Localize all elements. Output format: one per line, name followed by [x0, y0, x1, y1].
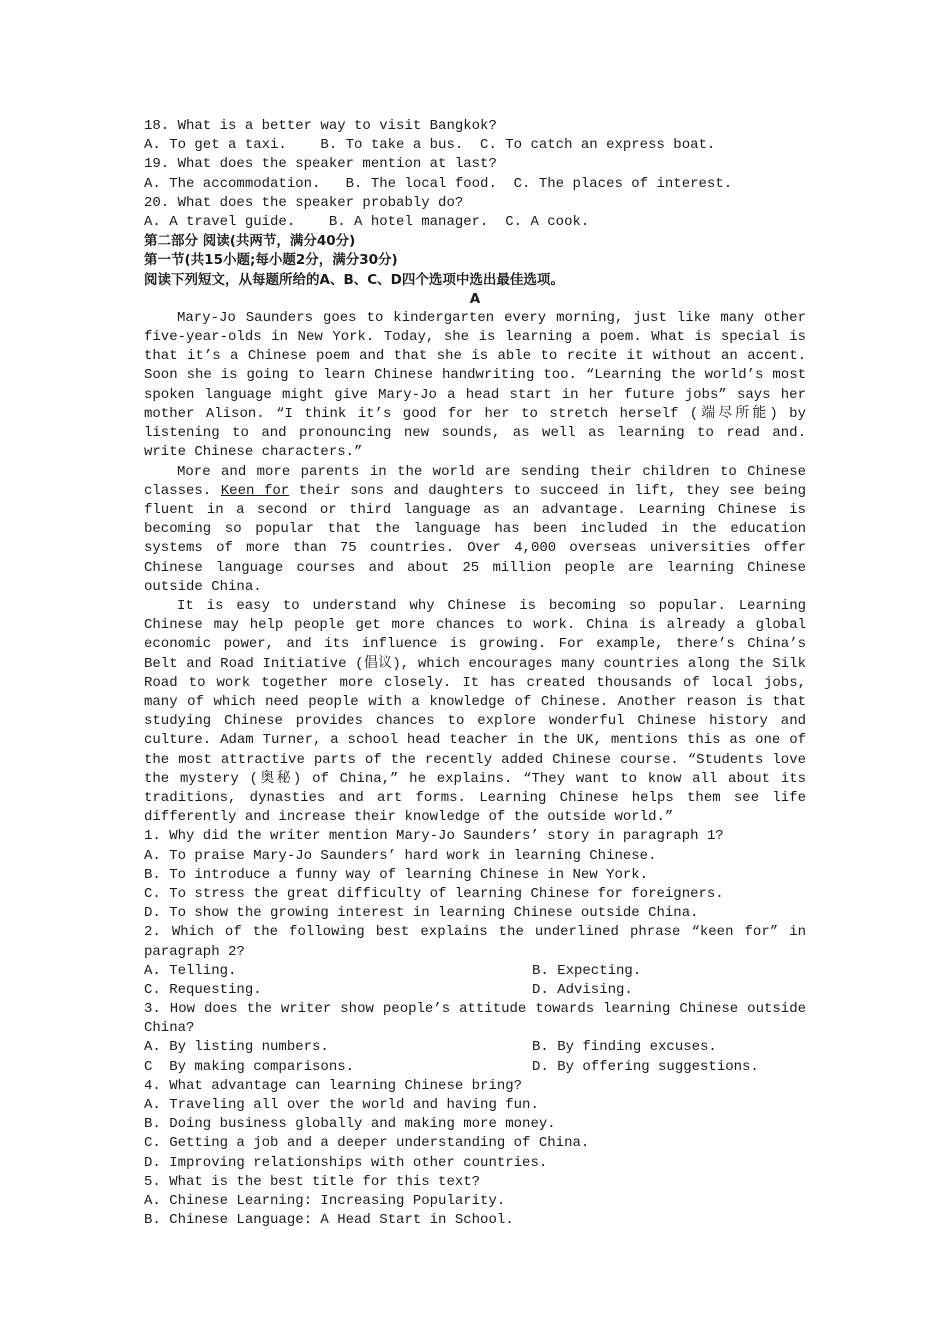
- option-2b: B. Expecting.: [532, 962, 642, 979]
- option-5b: B. Chinese Language: A Head Start in School.: [144, 1212, 514, 1229]
- options-2-row-1: [144, 962, 806, 981]
- option-2a: A. Telling.: [144, 962, 237, 979]
- underlined-phrase: Keen for: [220, 482, 290, 499]
- question-3-block: [144, 1000, 806, 1077]
- question-4: 4. What advantage can learning Chinese bring?: [144, 1077, 523, 1094]
- passage-paragraph-1: Mary-Jo Saunders goes to kindergarten every morning, just like many other five-year-olds in New York. Today, she is learning a poem. What is special is that it’s a Chinese poem and that she is able to recite it without an accent. Soon she is going to learn Chinese handwriting too. “Learning the world’s most spoken language might give Mary-Jo a head start in her future jobs” says her mother Alison. “I think it’s good for her to stretch herself (端尽所能) by listening to and pronouncing new sounds, as well as learning to read and. write Chinese characters.”: [144, 309, 806, 461]
- passage-paragraph-3: It is easy to understand why Chinese is becoming so popular. Learning Chinese may help people get more chances to work. China is already a global economic power, and its influence is growing. For example, there’s China’s Belt and Road Initiative (倡议), which encourages many countries along the Silk Road to work together more closely. It has created thousands of local jobs, many of which need people with a knowledge of Chinese. Another reason is that studying Chinese provides chances to explore wonderful Chinese history and culture. Adam Turner, a school head teacher in the UK, mentions this as one of the most attractive parts of the recently added Chinese course. “Students love the mystery (奥秘) of China,” he explains. “They want to know all about its traditions, dynasties and art forms. Learning Chinese helps them see life differently and increase their knowledge of the outside world.”: [144, 597, 806, 826]
- question-19: 19. What does the speaker mention at last?: [144, 156, 497, 173]
- option-2c: C. Requesting.: [144, 981, 262, 998]
- question-3: 3. How does the writer show people’s attitude towards learning Chinese outside China?: [144, 1001, 806, 1037]
- question-2-block: [144, 923, 806, 1000]
- option-3a: A. By listing numbers.: [144, 1039, 329, 1056]
- paragraph-2-rest: their sons and daughters to succeed in lift, they see being fluent in a second or third language as an advantage. Learning Chinese is becoming so popular that the language has been included in the education systems of more than 75 countries. Over 4,000 overseas universities offer Chinese language courses and about 25 million people are learning Chinese outside China.: [144, 482, 806, 595]
- option-4b: B. Doing business globally and making more money.: [144, 1116, 556, 1133]
- options-3-row-2: [144, 1058, 806, 1077]
- section-title: 第一节(共15小题;每小题2分，满分30分): [144, 252, 398, 269]
- option-1d: D. To show the growing interest in learning Chinese outside China.: [144, 905, 699, 922]
- question-2: 2. Which of the following best explains the underlined phrase “keen for” in paragraph 2?: [144, 924, 806, 960]
- option-3b: B. By finding excuses.: [532, 1039, 717, 1056]
- question-4-block: [144, 1077, 806, 1173]
- part-title: 第二部分 阅读(共两节，满分40分): [144, 233, 356, 250]
- option-4d: D. Improving relationships with other countries.: [144, 1154, 548, 1171]
- question-5: 5. What is the best title for this text?: [144, 1173, 481, 1190]
- options-3-row-1: [144, 1038, 806, 1057]
- option-1c: C. To stress the great difficulty of learning Chinese for foreigners.: [144, 885, 724, 902]
- option-3d: D. By offering suggestions.: [532, 1058, 759, 1075]
- question-1-block: [144, 827, 806, 923]
- option-1a: A. To praise Mary-Jo Saunders’ hard work in learning Chinese.: [144, 847, 657, 864]
- passage-paragraph-2: [144, 463, 806, 597]
- section-instruction: 阅读下列短文，从每题所给的A、B、C、D四个选项中选出最佳选项。: [144, 271, 564, 288]
- option-3c: C By making comparisons.: [144, 1058, 355, 1075]
- option-4c: C. Getting a job and a deeper understanding of China.: [144, 1135, 590, 1152]
- exam-page: [144, 117, 806, 1230]
- paragraph-2-start: More and more parents in the world are sending their children to Chinese classes.: [144, 463, 806, 499]
- passage: [144, 309, 806, 827]
- option-1b: B. To introduce a funny way of learning Chinese in New York.: [144, 866, 649, 883]
- question-18-options: A. To get a taxi. B. To take a bus. C. To catch an express boat.: [144, 137, 716, 154]
- option-4a: A. Traveling all over the world and having fun.: [144, 1097, 539, 1114]
- question-18: 18. What is a better way to visit Bangkok?: [144, 118, 497, 134]
- option-5a: A. Chinese Learning: Increasing Popularity.: [144, 1192, 506, 1209]
- question-20-options: A. A travel guide. B. A hotel manager. C. A cook.: [144, 213, 590, 230]
- options-2-row-2: [144, 981, 806, 1000]
- question-1: 1. Why did the writer mention Mary-Jo Saunders’ story in paragraph 1?: [144, 828, 724, 845]
- option-2d: D. Advising.: [532, 981, 633, 998]
- question-19-options: A. The accommodation. B. The local food. C. The places of interest.: [144, 175, 733, 192]
- passage-label: A: [469, 290, 481, 307]
- question-5-block: [144, 1173, 806, 1231]
- question-20: 20. What does the speaker probably do?: [144, 194, 464, 211]
